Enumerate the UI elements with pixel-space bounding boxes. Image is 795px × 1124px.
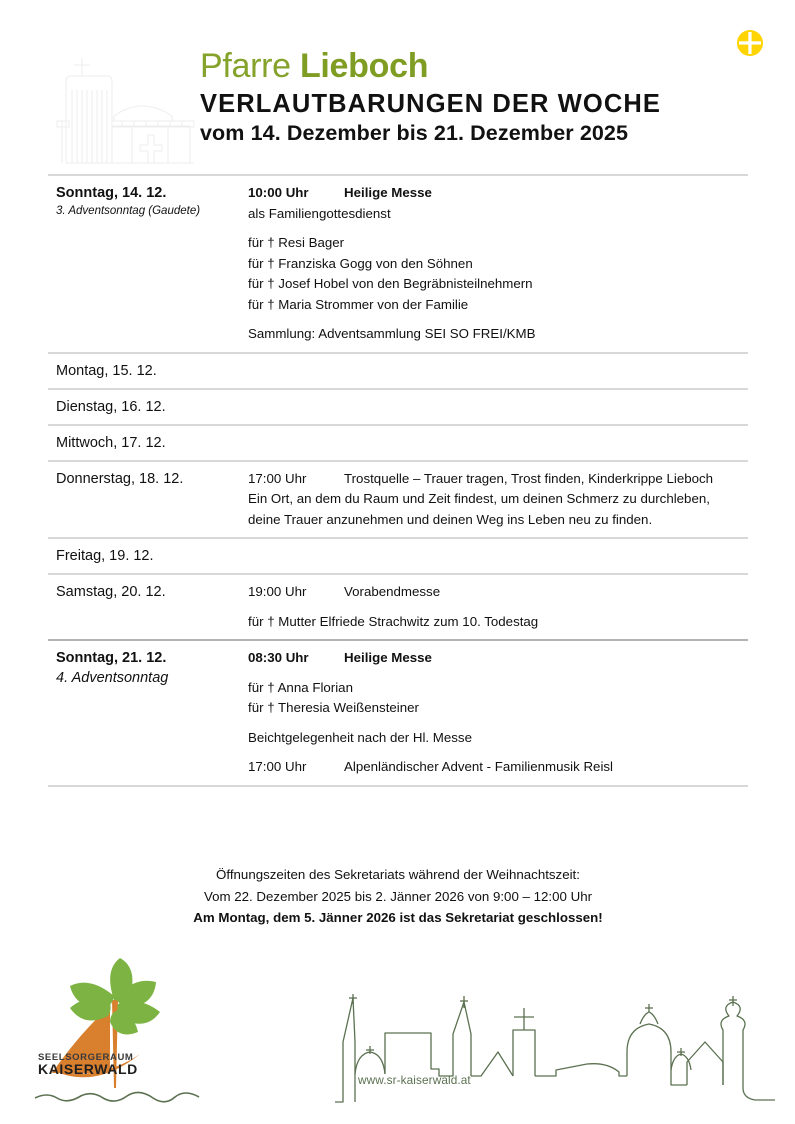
page-header (48, 46, 748, 170)
event-note: für † Josef Hobel von den Begräbnisteilnehmern (248, 276, 533, 291)
event-spacer (248, 603, 744, 612)
church-building-illustration (52, 48, 210, 170)
weekly-schedule-table (48, 174, 748, 787)
notice-line-1: Öffnungszeiten des Sekretariats während der Weihnachtszeit: (216, 867, 580, 882)
event-note: Sammlung: Adventsammlung SEI SO FREI/KMB (248, 326, 536, 341)
schedule-row (48, 460, 748, 538)
parish-title (200, 46, 748, 86)
schedule-events-cell (248, 469, 748, 531)
schedule-row (48, 352, 748, 388)
schedule-day-cell (48, 397, 248, 417)
schedule-events-cell (248, 433, 748, 453)
schedule-events-cell (248, 582, 748, 632)
schedule-day-cell (48, 361, 248, 381)
parish-title-prefix: Pfarre (200, 47, 300, 85)
schedule-day-cell (48, 183, 248, 345)
schedule-day-cell (48, 433, 248, 453)
event-spacer (248, 224, 744, 233)
day-label: Sonntag, 14. 12. (56, 185, 167, 201)
event-note: für † Resi Bager (248, 235, 345, 250)
day-label: Mittwoch, 17. 12. (56, 434, 166, 451)
event-time: 17:00 Uhr (248, 759, 307, 774)
event-description: Trostquelle – Trauer tragen, Trost finden, Kinderkrippe Lieboch (344, 470, 714, 486)
church-skyline-illustration (335, 990, 775, 1110)
event-entry (248, 469, 744, 490)
event-description: Alpenländischer Advent - Familienmusik Reisl (344, 759, 614, 774)
schedule-row (48, 639, 748, 787)
day-label: Samstag, 20. 12. (56, 584, 166, 600)
event-time: 08:30 Uhr (248, 650, 309, 665)
schedule-row (48, 537, 748, 573)
event-spacer (248, 719, 744, 728)
schedule-events-cell (248, 648, 748, 778)
event-note: für † Anna Florian (248, 679, 353, 695)
day-label: Sonntag, 21. 12. (56, 650, 167, 666)
schedule-events-cell (248, 546, 748, 566)
day-label: Montag, 15. 12. (56, 362, 157, 379)
day-label: Donnerstag, 18. 12. (56, 470, 184, 487)
schedule-events-cell (248, 361, 748, 381)
event-description: Vorabendmesse (344, 584, 441, 599)
secretariat-notice (48, 864, 748, 929)
schedule-day-cell (48, 582, 248, 632)
event-note: für † Mutter Elfriede Strachwitz zum 10. Todestag (248, 613, 539, 629)
website-url[interactable]: www.sr-kaiserwald.at (358, 1073, 471, 1087)
schedule-row (48, 424, 748, 460)
event-note: als Familiengottesdienst (248, 205, 391, 221)
event-time: 19:00 Uhr (248, 584, 307, 599)
schedule-row (48, 573, 748, 639)
page-subtitle-daterange: vom 14. Dezember bis 21. Dezember 2025 (200, 121, 629, 145)
event-time: 17:00 Uhr (248, 470, 307, 486)
event-note: für † Theresia Weißensteiner (248, 700, 419, 715)
logo-text-line2: KAISERWALD (38, 1061, 138, 1077)
event-note: Beichtgelegenheit nach der Hl. Messe (248, 729, 472, 745)
schedule-events-cell (248, 183, 748, 345)
page-subtitle-main: VERLAUTBARUNGEN DER WOCHE (200, 90, 661, 118)
event-time: 10:00 Uhr (248, 185, 309, 200)
event-spacer (248, 669, 744, 678)
parish-title-name: Lieboch (299, 47, 429, 85)
event-entry (248, 582, 744, 603)
event-note: Ein Ort, an dem du Raum und Zeit findest, um deinen Schmerz zu durchleben, deine Trauer anzunehmen und deinen Weg ins Leben neu zu finden. (248, 491, 710, 527)
schedule-events-cell (248, 397, 748, 417)
event-note: für † Franziska Gogg von den Söhnen (248, 255, 473, 271)
event-spacer (248, 748, 744, 757)
schedule-row (48, 388, 748, 424)
skyline-outline-icon (335, 990, 775, 1110)
event-entry (248, 648, 744, 669)
day-label: Freitag, 19. 12. (56, 548, 154, 564)
event-spacer (248, 315, 744, 324)
schedule-day-cell (48, 469, 248, 531)
seelsorgeraum-kaiserwald-logo (30, 938, 210, 1113)
schedule-day-cell (48, 648, 248, 778)
day-label: Dienstag, 16. 12. (56, 398, 166, 415)
tree-sail-logo-icon (30, 938, 210, 1113)
event-description: Heilige Messe (344, 185, 432, 200)
day-sublabel: 4. Adventsonntag (56, 670, 169, 686)
schedule-row (48, 174, 748, 352)
header-titles (200, 46, 748, 147)
notice-line-2: Vom 22. Dezember 2025 bis 2. Jänner 2026 von 9:00 – 12:00 Uhr (203, 888, 593, 904)
event-entry (248, 183, 744, 204)
logo-text-line1: SEELSORGERAUM (38, 1052, 134, 1063)
event-entry (248, 757, 744, 778)
day-sublabel: 3. Adventsonntag (Gaudete) (56, 205, 201, 217)
event-note: für † Maria Strommer von der Familie (248, 296, 469, 312)
notice-line-3: Am Montag, dem 5. Jänner 2026 ist das Sekretariat geschlossen! (193, 910, 603, 925)
event-description: Heilige Messe (344, 650, 432, 665)
schedule-day-cell (48, 546, 248, 566)
